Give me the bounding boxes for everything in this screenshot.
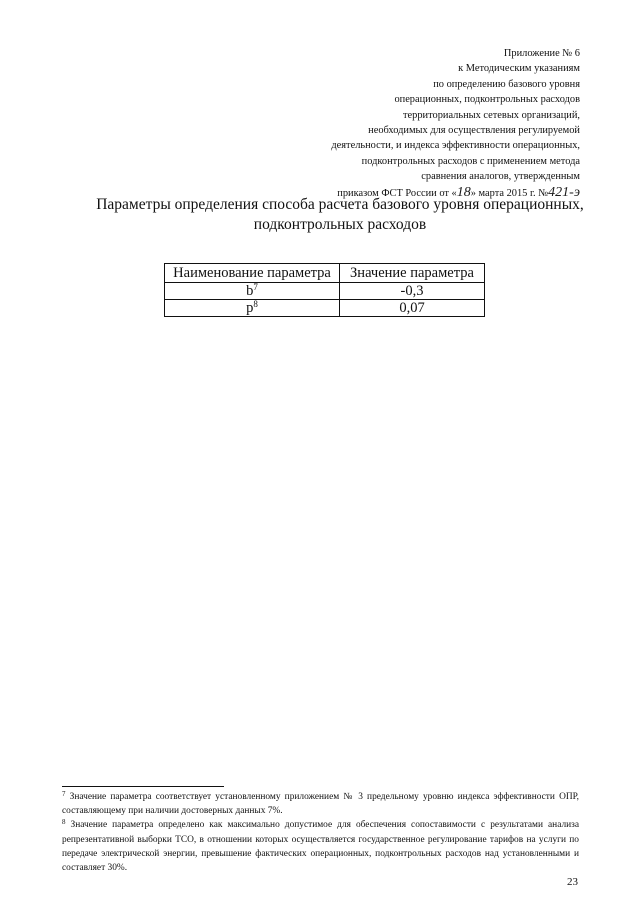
- footnote: [62, 818, 579, 875]
- param-name: p: [246, 300, 254, 316]
- footnote-text: Значение параметра определено как максимально допустимое для обеспечения сопоставимости с результатами анализа репрезентативной выборки ТСО, в отношении которых осуществляется государственное регулирование тарифов на услуги по передаче электрической энергии, превышение фактических операционных, подконтрольных расходов над установленными и составляет 30%.: [62, 820, 579, 874]
- appendix-line: по определению базового уровня: [433, 78, 580, 90]
- page-title: [85, 195, 595, 235]
- footnote-divider: [62, 786, 224, 787]
- appendix-line: деятельности, и индекса эффективности операционных,: [331, 140, 580, 152]
- page-number: 23: [567, 876, 578, 888]
- appendix-header: [250, 46, 580, 201]
- appendix-line: подконтрольных расходов с применением метода: [361, 155, 580, 167]
- order-mid: » марта 2015 г. №: [470, 187, 549, 199]
- table-row: [165, 283, 485, 300]
- table-row: [165, 300, 485, 317]
- param-value-cell: -0,3: [340, 283, 485, 300]
- parameters-table: [164, 263, 485, 317]
- order-day-handwritten: 18: [456, 184, 471, 200]
- table-header-row: [165, 264, 485, 283]
- footnote: [62, 790, 579, 818]
- footnote-text: Значение параметра соответствует установленному приложением № 3 предельному уровню индекса эффективности ОПР, составляющему при наличии достоверных данных 7%.: [62, 792, 579, 817]
- header-cell-name: Наименование параметра: [165, 264, 340, 283]
- param-name: b: [246, 283, 254, 299]
- footnote-mark: 7: [62, 790, 66, 798]
- param-name-cell: [165, 300, 340, 317]
- footnote-ref: 7: [253, 282, 258, 292]
- appendix-line: операционных, подконтрольных расходов: [394, 94, 580, 106]
- appendix-line: сравнения аналогов, утвержденным: [421, 171, 580, 183]
- param-name-cell: [165, 283, 340, 300]
- footnote-ref: 8: [253, 299, 258, 309]
- footnotes: [62, 790, 579, 875]
- appendix-line: к Методическим указаниям: [458, 63, 580, 75]
- footnote-mark: 8: [62, 818, 66, 827]
- order-number-handwritten: 421-э: [548, 184, 580, 200]
- title-line-1: Параметры определения способа расчета базового уровня операционных,: [96, 196, 584, 213]
- appendix-line: территориальных сетевых организаций,: [403, 109, 580, 121]
- header-cell-value: Значение параметра: [340, 264, 485, 283]
- appendix-line: Приложение № 6: [503, 48, 580, 59]
- appendix-line: необходимых для осуществления регулируемой: [368, 125, 580, 137]
- order-prefix: приказом ФСТ России от «: [337, 187, 457, 199]
- title-line-2: подконтрольных расходов: [253, 216, 427, 233]
- param-value-cell: 0,07: [340, 300, 485, 317]
